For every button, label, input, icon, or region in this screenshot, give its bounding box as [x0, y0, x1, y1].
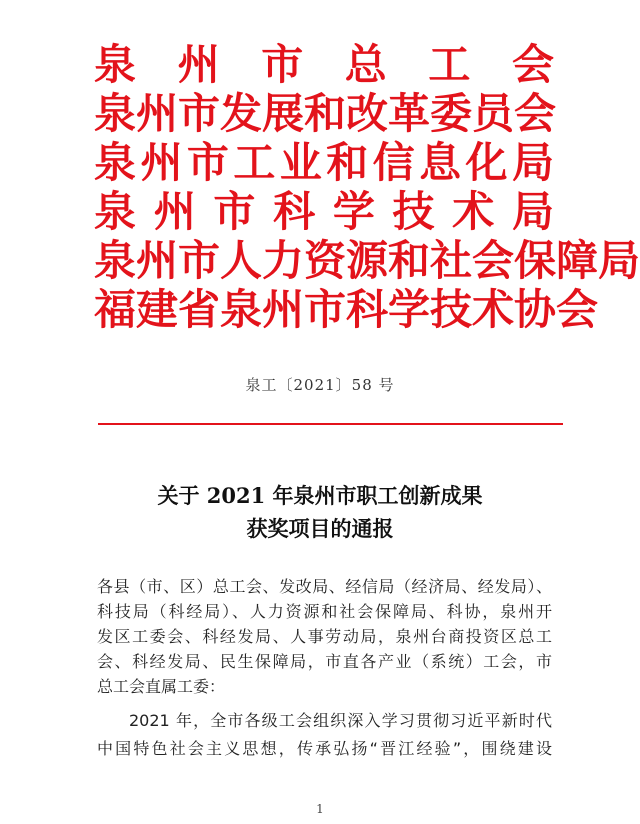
title-line: 获奖项目的通报	[246, 516, 394, 541]
issuer-line: 泉州市工业和信息化局	[94, 138, 554, 187]
issuer-line: 泉州市总工会	[94, 40, 554, 89]
recipients-line: 总工会直属工委：	[97, 677, 226, 696]
recipients-line: 会、科经发局、民生保障局，市直各产业（系统）工会，市	[97, 652, 552, 671]
recipients-block	[97, 574, 552, 699]
document-title	[0, 479, 640, 545]
document-number: 泉工〔2021〕58 号	[245, 376, 395, 394]
title-line: 关于 2021 年泉州市职工创新成果	[157, 483, 483, 508]
red-divider-line	[98, 423, 563, 425]
issuer-line: 泉州市科学技术局	[94, 187, 554, 236]
body-paragraph	[97, 707, 552, 763]
issuer-line: 福建省泉州市科学技术协会	[94, 285, 599, 334]
paragraph-line: 中国特色社会主义思想，传承弘扬“晋江经验”，围绕建设	[97, 739, 552, 758]
issuer-header	[94, 40, 640, 334]
issuer-line: 泉州市人力资源和社会保障局	[94, 236, 640, 285]
recipients-line: 各县（市、区）总工会、发改局、经信局（经济局、经发局）、	[97, 577, 552, 596]
recipients-line: 科技局（科经局）、人力资源和社会保障局、科协，泉州开	[97, 602, 552, 621]
paragraph-line: 2021 年，全市各级工会组织深入学习贯彻习近平新时代	[129, 711, 552, 730]
document-body	[97, 574, 552, 763]
page-number: 1	[316, 802, 324, 816]
recipients-line: 发区工委会、科经发局、人事劳动局，泉州台商投资区总工	[97, 627, 552, 646]
issuer-line: 泉州市发展和改革委员会	[94, 89, 557, 138]
